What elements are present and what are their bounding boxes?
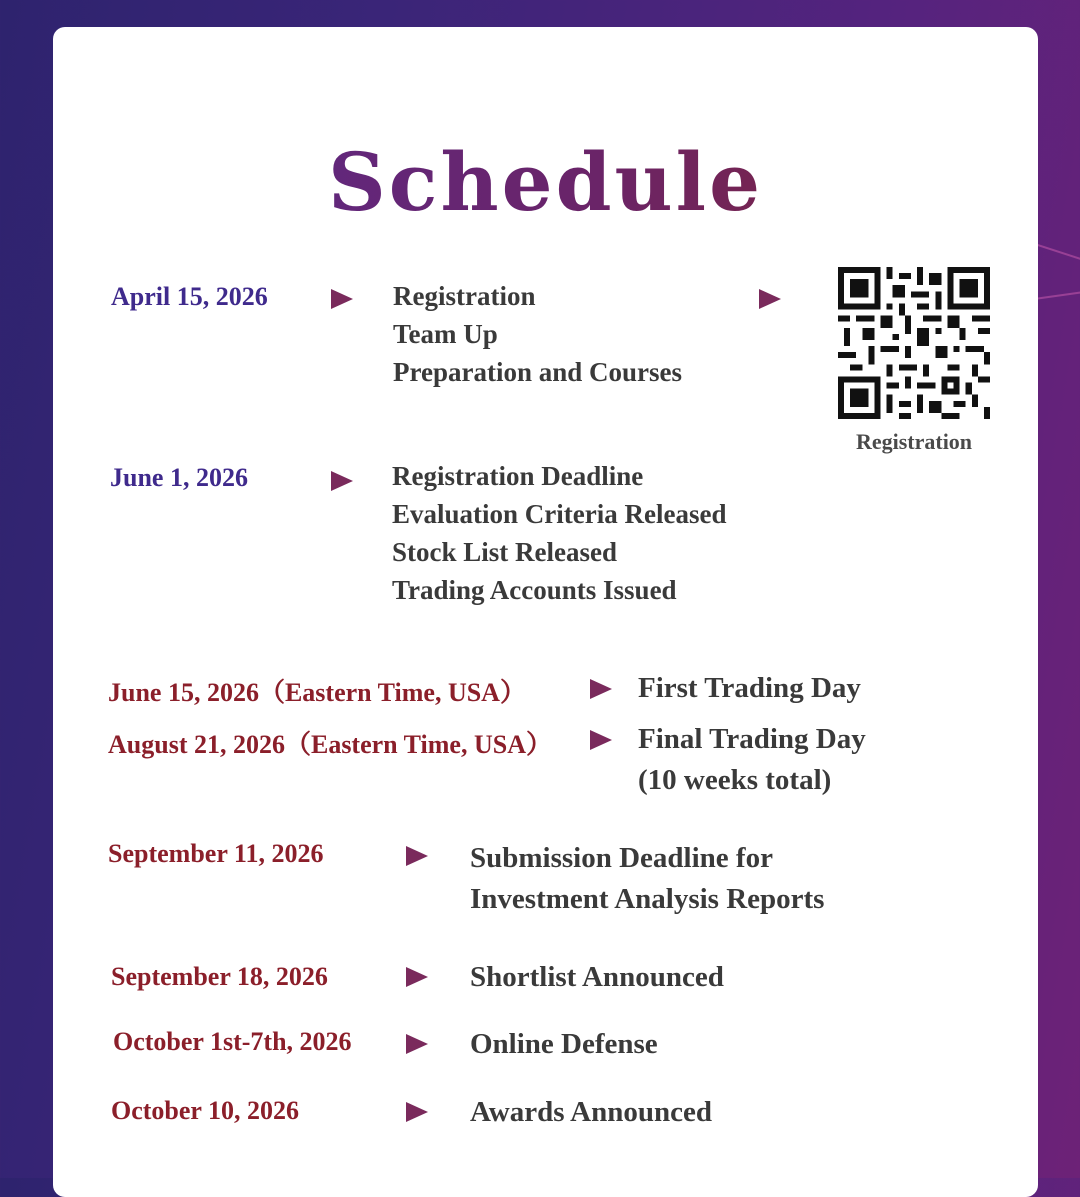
schedule-event: Shortlist Announced [470, 961, 724, 993]
play-arrow-icon [590, 730, 612, 750]
schedule-date: September 18, 2026 [111, 962, 328, 991]
schedule-event: Team Up [393, 319, 498, 349]
schedule-events [470, 838, 824, 920]
schedule-event: Awards Announced [470, 1096, 712, 1128]
play-arrow-icon [406, 1102, 428, 1122]
qr-code-icon[interactable] [838, 267, 990, 419]
schedule-events [470, 1024, 658, 1065]
schedule-event: Trading Accounts Issued [392, 575, 677, 605]
schedule-events [638, 719, 866, 801]
schedule-date: August 21, 2026（Eastern Time, USA） [108, 730, 552, 759]
schedule-date: June 15, 2026（Eastern Time, USA） [108, 678, 526, 707]
schedule-event: Investment Analysis Reports [470, 883, 825, 915]
schedule-event: Final Trading Day [638, 723, 866, 755]
schedule-card [53, 27, 1038, 1197]
schedule-event: Submission Deadline for [470, 842, 773, 874]
play-arrow-icon [406, 967, 428, 987]
schedule-event: Online Defense [470, 1028, 658, 1060]
schedule-events [392, 457, 726, 609]
play-arrow-icon [590, 679, 612, 699]
page-title: Schedule [53, 135, 1038, 229]
schedule-date: June 1, 2026 [110, 463, 248, 492]
schedule-date: September 11, 2026 [108, 839, 324, 868]
play-arrow-icon [406, 846, 428, 866]
play-arrow-icon [331, 289, 353, 309]
play-arrow-icon [759, 289, 781, 309]
schedule-event: Registration Deadline [392, 461, 644, 491]
schedule-date: October 10, 2026 [111, 1096, 299, 1125]
play-arrow-icon [406, 1034, 428, 1054]
schedule-events [470, 1092, 712, 1133]
schedule-event: Stock List Released [392, 537, 617, 567]
schedule-event: Registration [393, 281, 536, 311]
schedule-event: Evaluation Criteria Released [392, 499, 727, 529]
qr-label: Registration [855, 429, 973, 454]
registration-qr-block [838, 267, 990, 455]
play-arrow-icon [331, 471, 353, 491]
schedule-event: (10 weeks total) [638, 764, 832, 796]
schedule-event: First Trading Day [638, 672, 861, 704]
schedule-date: October 1st-7th, 2026 [113, 1027, 352, 1056]
schedule-event: Preparation and Courses [393, 357, 683, 387]
schedule-date: April 15, 2026 [111, 282, 268, 311]
schedule-events [638, 668, 861, 709]
schedule-events [393, 277, 682, 391]
schedule-events [470, 957, 724, 998]
